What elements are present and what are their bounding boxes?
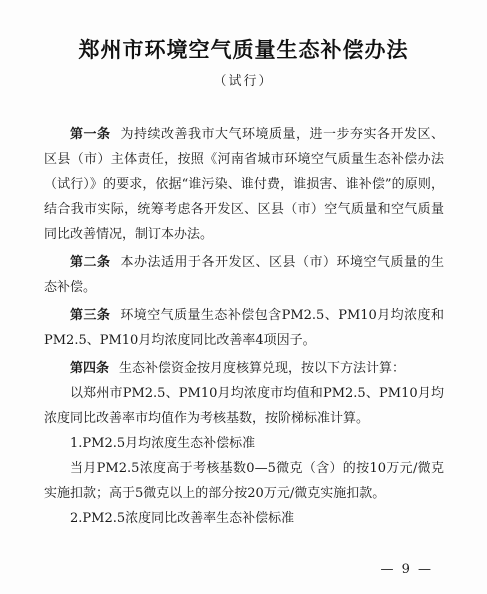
article-2-heading: 第二条 xyxy=(70,255,111,270)
article-1 xyxy=(44,122,444,247)
article-3-heading: 第三条 xyxy=(70,308,111,323)
item-1-text: 当月PM2.5浓度高于考核基数0—5微克（含）的按10万元/微克实施扣款；高于5微克以上的部分按20万元/微克实施扣款。 xyxy=(44,461,444,501)
page-number: — 9 — xyxy=(380,562,433,577)
article-2-text: 本办法适用于各开发区、区县（市）环境空气质量的生态补偿。 xyxy=(44,255,444,295)
item-2-heading: 2.PM2.5浓度同比改善率生态补偿标准 xyxy=(70,511,295,526)
document-body xyxy=(44,122,444,531)
article-4-heading: 第四条 xyxy=(70,361,110,376)
article-4 xyxy=(44,356,444,381)
article-1-text: 为持续改善我市大气环境质量，进一步夯实各开发区、区县（市）主体责任，按照《河南省城市环境空气质量生态补偿办法（试行）》的要求，依据“谁污染、谁付费，谁损害、谁补偿”的原则，结合我市实际，统筹考虑各开发区、区县（市）空气质量和空气质量同比改善情况，制订本办法。 xyxy=(44,127,444,242)
article-3 xyxy=(44,303,444,353)
article-4-text: 生态补偿资金按月度核算兑现，按以下方法计算： xyxy=(119,361,406,376)
article-2 xyxy=(44,250,444,300)
document-title: 郑州市环境空气质量生态补偿办法 xyxy=(78,38,409,62)
method-paragraph: 以郑州市PM2.5、PM10月均浓度市均值和PM2.5、PM10月均浓度同比改善率市均值作为考核基数，按阶梯标准计算。 xyxy=(44,386,444,426)
document-subtitle: （试行） xyxy=(213,74,274,89)
article-1-heading: 第一条 xyxy=(70,127,111,142)
item-1-heading: 1.PM2.5月均浓度生态补偿标准 xyxy=(70,436,256,451)
article-3-text: 环境空气质量生态补偿包含PM2.5、PM10月均浓度和PM2.5、PM10月均浓度同比改善率4项因子。 xyxy=(44,308,444,348)
